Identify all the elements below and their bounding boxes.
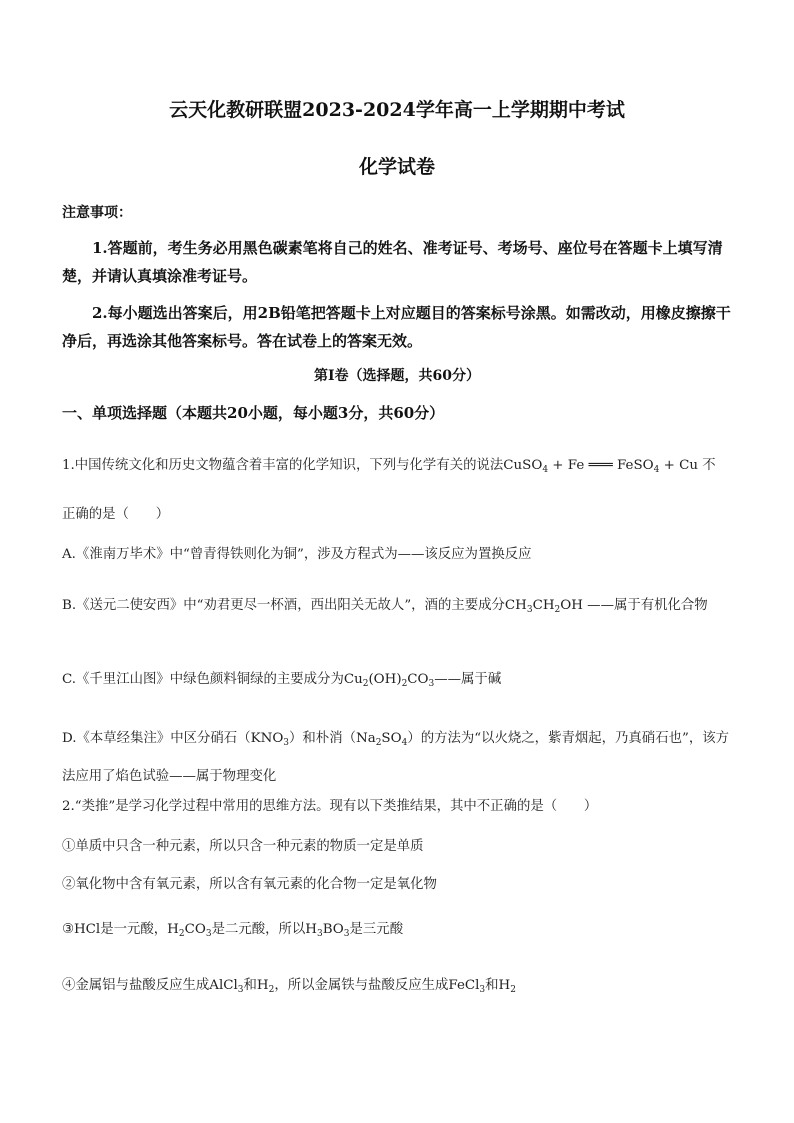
q2-item-2: ②氧化物中含有氧元素，所以含有氧元素的化合物一定是氧化物 <box>62 877 437 892</box>
part-heading: 一、单项选择题（本题共20小题，每小题3分，共60分） <box>62 404 445 422</box>
q2-item-3-tail: 是三元酸 <box>349 922 404 937</box>
q1-stem-text: 1.中国传统文化和历史文物蕴含着丰富的化学知识，下列与化学有关的说法 <box>62 458 504 473</box>
q1-option-d <box>62 722 732 794</box>
q2-h2-formula-2: $H_2$ <box>498 978 516 995</box>
q2-item-3 <box>62 918 732 939</box>
exam-title: 云天化教研联盟2023-2024学年高一上学期期中考试 <box>169 99 625 121</box>
q1-option-d-text: D.《本草经集注》中区分硝石（ <box>62 731 251 746</box>
q1-stem-tail: 不 <box>702 458 716 473</box>
q1-option-a-tail: ——该反应为置换反应 <box>397 547 532 562</box>
q2-item-4-mid: ，所以金属铁与盐酸反应生成 <box>274 978 449 993</box>
q1-option-c-text: C.《千里江山图》中绿色颜料铜绿的主要成分为 <box>62 672 344 687</box>
q1-na2so4-formula: $Na_2SO_4$ <box>355 731 408 748</box>
q2-h2-formula-1: $H_2$ <box>256 978 275 995</box>
q2-h3bo3-formula: $H_3BO_3$ <box>305 922 350 939</box>
q1-option-d-mid: ）和朴消（ <box>289 731 356 746</box>
q1-option-d-tail: ）的方法为“以火烧之，紫青烟起，乃真硝石也”，该方法应用了焰色试验——属于物理变化 <box>62 731 729 784</box>
exam-subtitle: 化学试卷 <box>358 156 435 178</box>
q1-equation: CuSO$_4$ + Fe ═══ FeSO$_4$ + Cu <box>503 458 698 475</box>
q2-h2co3-formula: $H_2CO_3$ <box>167 922 212 939</box>
q1-option-b <box>62 590 732 626</box>
q1-kno3-formula: $KNO_3$ <box>250 731 290 748</box>
q1-option-b-text: B.《送元二使安西》中“劝君更尽一杯酒，西出阳关无故人”，酒的主要成分 <box>62 598 505 613</box>
notice-item-2: 2.每小题选出答案后，用2B铅笔把答题卡上对应题目的答案标号涂黑。如需改动，用橡皮擦擦干净后，再选涂其他答案标号。答在试卷上的答案无效。 <box>62 304 731 350</box>
q2-item-3-mid: 是二元酸，所以 <box>211 922 306 937</box>
q1-option-a <box>62 543 732 562</box>
q2-item-4-and1: 和 <box>243 978 257 993</box>
q2-item-1: ①单质中只含一种元素，所以只含一种元素的物质一定是单质 <box>62 839 424 854</box>
notice-item-1: 1.答题前，考生务必用黑色碳素笔将自己的姓名、准考证号、考场号、座位号在答题卡上填写清楚，并请认真填涂准考证号。 <box>62 239 723 285</box>
question-2-stem: 2.“类推”是学习化学过程中常用的思维方法。现有以下类推结果，其中不正确的是（ ） <box>62 799 598 814</box>
q2-alcl3-formula: AlCl$_3$ <box>209 978 244 995</box>
q1-option-b-tail: ——属于有机化合物 <box>587 598 708 613</box>
q2-item-3-text: ③HCl是一元酸， <box>62 922 168 937</box>
q2-item-4 <box>62 974 732 995</box>
q1-option-a-text: A.《淮南万毕术》中“曾青得铁则化为铜”，涉及方程式为 <box>62 547 398 562</box>
q1-option-c-tail: ——属于碱 <box>434 672 502 687</box>
notice-heading: 注意事项： <box>62 205 132 221</box>
question-1-stem <box>62 456 732 480</box>
q2-fecl3-formula: FeCl$_3$ <box>448 978 486 995</box>
q1-option-c <box>62 668 732 689</box>
volume-heading: 第Ⅰ卷（选择题，共60分） <box>313 368 481 384</box>
q1-ethanol-formula: $CH_3CH_2OH$ <box>504 598 583 615</box>
q1-malachite-formula: $Cu_2(OH)_2CO_3$ <box>343 672 435 689</box>
q2-item-4-text: ④金属铝与盐酸反应生成 <box>62 978 210 993</box>
question-1-stem-line2: 正确的是（ ） <box>62 507 170 522</box>
q2-item-4-and2: 和 <box>485 978 499 993</box>
